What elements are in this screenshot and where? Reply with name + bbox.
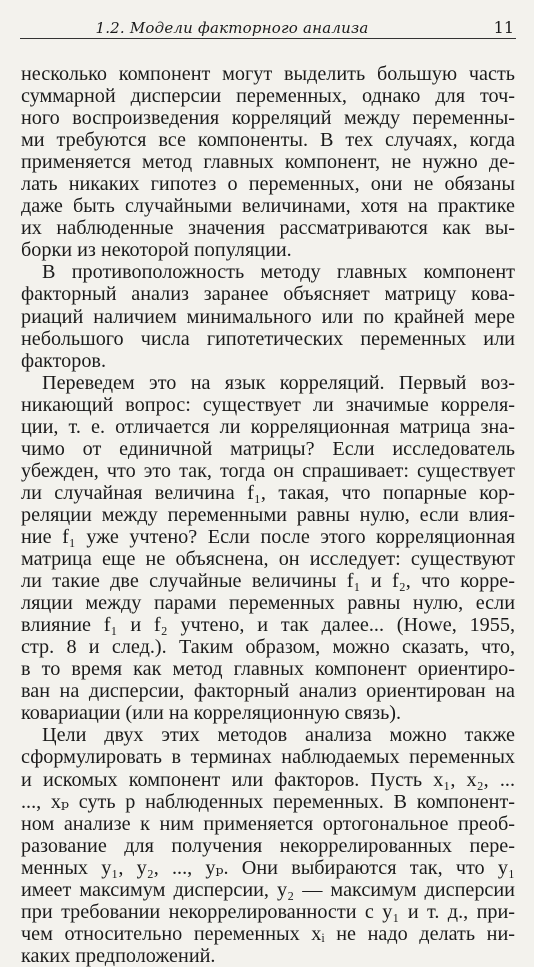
text-line: стр. 8 и след.). Таким образом, можно сказать, что, [21, 636, 515, 659]
text-line: при требовании некоррелированности с y₁ и т. д., при- [21, 900, 515, 923]
page-header [20, 14, 516, 39]
text-line: чимо от единичной матрицы? Если исследователь [21, 437, 515, 460]
page-number: 11 [493, 18, 514, 37]
text-line: ли такие две случайные величины f₁ и f₂, что корре- [21, 570, 515, 593]
text-line: суммарной дисперсии переменных, однако для точ- [21, 85, 515, 108]
body-text [21, 63, 515, 967]
text-line: ном анализе к ним применяется ортогональное преоб- [21, 812, 515, 835]
text-line: ми требуются все компоненты. В тех случаях, когда [21, 129, 515, 152]
text-line: В противоположность методу главных компонент [42, 261, 515, 284]
text-line: разование для получения некоррелированных пере- [21, 834, 515, 857]
text-line: влияние f₁ и f₂ учтено, и так далее... (Howe, 1955, [21, 614, 515, 637]
text-line: факторов. [21, 349, 106, 372]
text-line: каких предположений. [21, 944, 216, 967]
text-line: факторный анализ заранее объясняет матрицу кова- [21, 283, 515, 306]
text-line: ли случайная величина f₁, такая, что попарные кор- [21, 481, 515, 504]
text-line: ние f₁ уже учтено? Если после этого корреляционная [21, 525, 515, 548]
text-line: реляции между переменными равны нулю, если влия- [21, 503, 515, 526]
text-line: ного воспроизведения корреляций между переменны- [21, 107, 515, 130]
text-line: применяется метод главных компонент, не нужно де- [21, 151, 515, 174]
text-line: ции, т. е. отличается ли корреляционная матрица зна- [21, 415, 515, 438]
text-line: Переведем это на язык корреляций. Первый воз- [42, 371, 515, 394]
text-line: Цели двух этих методов анализа можно также [42, 724, 515, 747]
text-line: ван на дисперсии, факторный анализ ориентирован на [21, 680, 515, 703]
text-line: борки из некоторой популяции. [21, 239, 292, 262]
text-line: ковариации (или на корреляционную связь). [21, 702, 402, 725]
text-line: несколько компонент могут выделить большую часть [21, 63, 515, 85]
text-line: имеет максимум дисперсии, y₂ — максимум дисперсии [21, 878, 515, 901]
text-line: в то время как метод главных компонент ориентиро- [21, 658, 515, 681]
text-line: ляции между парами переменных равны нулю, если [21, 592, 515, 615]
text-line: и искомых компонент или факторов. Пусть x₁, x₂, ... [21, 768, 515, 791]
text-line: убежден, что это так, тогда он спрашивает: существует [21, 459, 515, 482]
text-line: чем относительно переменных xᵢ не надо делать ни- [21, 922, 515, 945]
text-line: менных y₁, y₂, ..., yₚ. Они выбираются так, что y₁ [21, 856, 515, 879]
text-line: сформулировать в терминах наблюдаемых переменных [21, 746, 515, 769]
text-line: даже быть случайными величинами, хотя на практике [21, 195, 515, 218]
text-line: небольшого числа гипотетических переменных или [21, 327, 515, 350]
text-line: никающий вопрос: существует ли значимые корреля- [21, 393, 515, 416]
text-line: их наблюденные значения рассматриваются как вы- [21, 217, 515, 240]
text-line: риаций наличием минимального или по крайней мере [21, 305, 515, 328]
text-line: матрица еще не объяснена, он исследует: существуют [21, 548, 515, 571]
text-line: ..., xₚ суть p наблюденных переменных. В компонент- [21, 790, 515, 813]
text-line: лать никаких гипотез о переменных, они не обязаны [21, 173, 515, 196]
running-head: 1.2. Модели факторного анализа [95, 19, 369, 37]
